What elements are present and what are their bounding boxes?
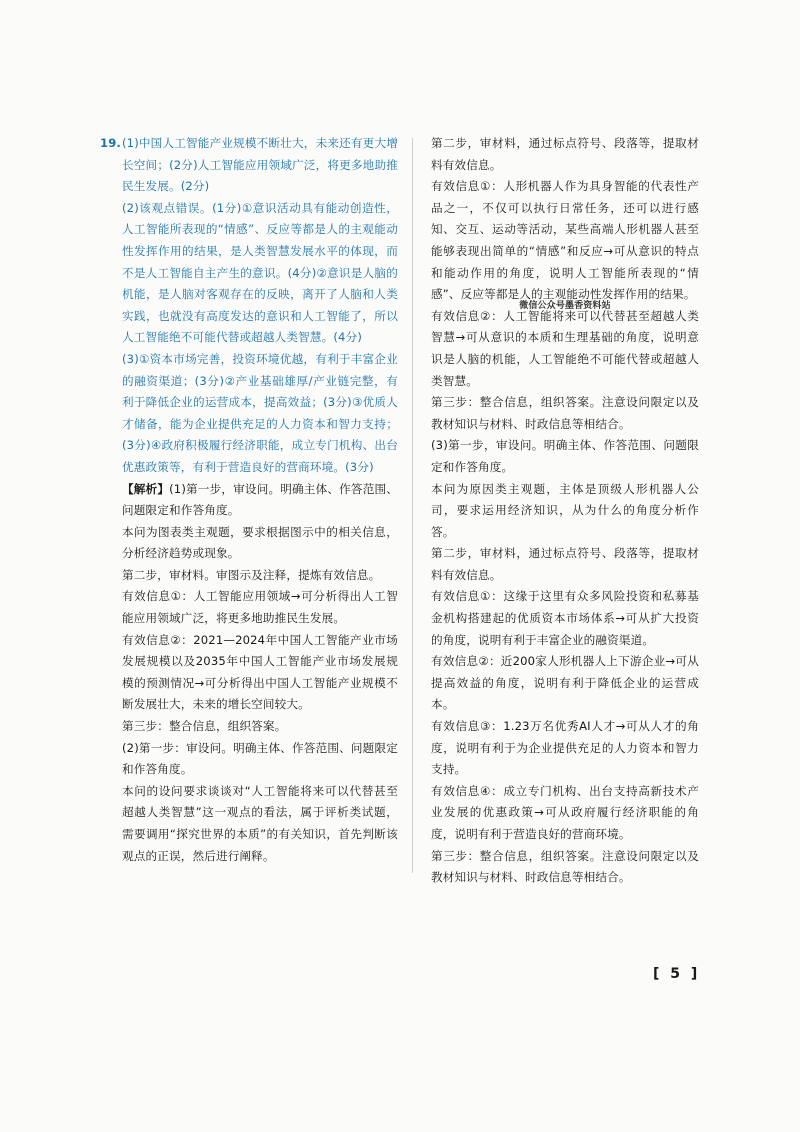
analysis-paragraph: 有效信息②：2021—2024年中国人工智能产业市场发展规模以及2035年中国人工智能产业市场发展规模的预测情况→可分析得出中国人工智能产业规模不断发展壮大，未来的增长空间较大。	[122, 632, 398, 712]
analysis-paragraph: 第二步，审材料。审图示及注释，提炼有效信息。	[122, 567, 381, 582]
analysis-paragraph: 有效信息①：人工智能应用领域→可分析得出人工智能应用领域广泛，将更多地助推民生发展。	[122, 589, 398, 626]
analysis-paragraph: 有效信息④：成立专门机构、出台支持高新技术产业发展的优惠政策→可从政府履行经济职能的角度，说明有利于营造良好的营商环境。	[431, 783, 699, 841]
analysis-paragraph: 本问的设问要求谈谈对“人工智能将来可以代替甚至超越人类智慧”这一观点的看法，属于评析类试题，需要调用“探究世界的本质”的有关知识，首先判断该观点的正误，然后进行阐释。	[122, 783, 398, 863]
column-divider	[412, 138, 413, 873]
analysis-first-paragraph	[122, 479, 398, 522]
analysis-paragraph: 本问为图表类主观题，要求根据图示中的相关信息，分析经济趋势或现象。	[122, 524, 398, 561]
answer-part-1: (1)中国人工智能产业规模不断壮大，未来还有更大增长空间；(2分)人工智能应用领域广泛，将更多地助推民生发展。(2分)	[122, 136, 398, 194]
answer-part-3: (3)①资本市场完善，投资环境优越，有利于丰富企业的融资渠道；(3分)②产业基础雄厚/产业链完整，有利于降低企业的运营成本，提高效益；(3分)③优质人才储备，能为企业提供充足的人力资本和智力支持；(3分)④政府积极履行经济职能，成立专门机构、出台优惠政策等，有利于营造良好的营商环境。(3分)	[122, 351, 398, 474]
analysis-paragraph: 有效信息②：近200家人形机器人上下游企业→可从提高效益的角度，说明有利于降低企业的运营成本。	[431, 654, 699, 712]
analysis-first-text: (1)第一步，审设问。明确主体、作答范围、问题限定和作答角度。	[122, 481, 398, 518]
analysis-paragraph: 有效信息①：这缘于这里有众多风险投资和私募基金机构搭建起的优质资本市场体系→可从扩大投资的角度，说明有利于丰富企业的融资渠道。	[431, 589, 699, 647]
analysis-paragraph: 本问为原因类主观题，主体是顶级人形机器人公司，要求运用经济知识，从为什么的角度分析作答。	[431, 481, 699, 539]
answer-part-2: (2)该观点错误。(1分)①意识活动具有能动创造性，人工智能所表现的“情感”、反应等都是人的主观能动性发挥作用的结果，是人类智慧发展水平的体现，而不是人工智能自主产生的意识。(4分)②意识是人脑的机能，是人脑对客观存在的反映，离开了人脑和人类实践，也就没有高度发达的意识和人工智能了，所以人工智能绝不可能代替或超越人类智慧。(4分)	[122, 200, 398, 345]
analysis-paragraph: 有效信息③：1.23万名优秀AI人才→可从人才的角度，说明有利于为企业提供充足的人力资本和智力支持。	[431, 719, 699, 777]
left-column	[100, 133, 398, 867]
analysis-paragraph: 第三步：整合信息，组织答案。注意设问限定以及教材知识与材料、时政信息等相结合。	[431, 395, 699, 431]
analysis-tag: 【解析】	[122, 481, 170, 496]
right-column	[431, 133, 699, 889]
question-number: 19.	[100, 136, 121, 150]
analysis-paragraph: (2)第一步：审设问。明确主体、作答范围、问题限定和作答角度。	[122, 740, 398, 777]
page-number: [ 5 ]	[653, 966, 701, 982]
analysis-paragraph: 有效信息①：人形机器人作为具身智能的代表性产品之一，不仅可以执行日常任务，还可以进行感知、交互、运动等活动，某些高端人形机器人甚至能够表现出简单的“情感”和反应→可从意识的特点和能动作用的角度，说明人工智能所表现的“情感”、反应等都是人的主观能动性发挥作用的结果。	[431, 179, 699, 302]
analysis-paragraph: 第二步，审材料，通过标点符号、段落等，提取材料有效信息。	[431, 546, 699, 582]
analysis-paragraph: 第三步：整合信息，组织答案。	[122, 719, 287, 734]
analysis-paragraph: 第二步，审材料，通过标点符号、段落等，提取材料有效信息。	[431, 136, 699, 172]
analysis-paragraph: 第三步：整合信息，组织答案。注意设问限定以及教材知识与材料、时政信息等相结合。	[431, 848, 699, 885]
analysis-paragraph: (3)第一步，审设问。明确主体、作答范围、问题限定和作答角度。	[431, 438, 699, 474]
analysis-paragraph: 有效信息②：人工智能将来可以代替甚至超越人类智慧→可从意识的本质和生理基础的角度，说明意识是人脑的机能，人工智能绝不可能代替或超越人类智慧。	[431, 308, 699, 388]
watermark-text: 微信公众号墨香资料站	[519, 300, 611, 311]
